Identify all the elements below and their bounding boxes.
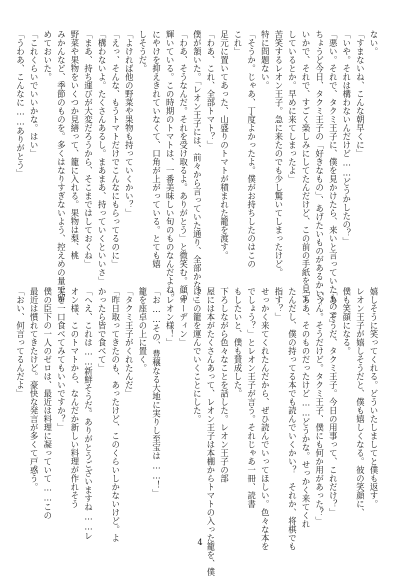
text-line: 「これくらいでいいかな。はい」 xyxy=(29,30,40,158)
text-block-bottom xyxy=(15,287,380,576)
text-line: 「まあ、持ち運びが大変だろうから、そこまではしておくね」 xyxy=(83,30,94,268)
text-line: 「すまないね、こんな朝早くに」 xyxy=(355,30,366,158)
text-line: たんだし、僕の持ってる本でも読んでいくかい？ それか、将棋でも xyxy=(287,287,298,551)
text-line: 僕が頷いた。「レオン王子には、前々から言っていた通り、全部かな？」 xyxy=(192,30,203,307)
text-line: 「おい、何言ってるんだよ」 xyxy=(15,287,26,398)
text-line: 「お……その、豊穣なる大地に実りし至宝は……！」 xyxy=(151,287,162,498)
text-line: 最近は慣れてきたけど。豪快な発言が多くて戸惑う。 xyxy=(29,287,40,491)
text-line: 「昨日取ってきたのも、あったけど、このくらいしかないけど。よ xyxy=(110,287,121,542)
text-line: みかんなど、季節のものを。多くはなりすぎないよう、控えめの量で留 xyxy=(56,30,67,302)
text-line: 特に問題ない。 xyxy=(260,30,271,90)
text-line: 「うん。そうだけど。タクミ王子、僕にも何か用があった？」 xyxy=(314,287,325,525)
text-line: いかで、それで、すごく楽しみにしてたんだけど、この前の手紙を見て xyxy=(301,30,312,302)
text-line: 僕も笑顔になる。 xyxy=(341,287,352,355)
text-line: 「構わないよ。たくさんあるし。まあまあ、持っていくといいさ」 xyxy=(97,30,108,285)
text-line: 嬉しそうに笑ってくれる。どういたしましてと僕も返す。 xyxy=(369,287,379,508)
text-line: 「うわあ、こんなに……ありがとう」 xyxy=(15,30,26,178)
text-line: 輝いている。この時期のトマトは、一番美味しい旬のものなんだよね。 xyxy=(165,30,176,302)
text-line: かったら皆で食べて」 xyxy=(97,287,108,372)
text-line: 「わあ、これ、全部トマト？」 xyxy=(205,30,216,149)
text-line: 「いや。それは構わないんだけど……どうかしたの？」 xyxy=(341,30,352,246)
text-line: 「悪い。それで、タクミ王子に、僕を見かけたら、来いと言っていたもので」 xyxy=(328,30,339,328)
text-line: オン様、このトマトから、なんだか新しい料理が作れそう xyxy=(69,287,80,508)
text-line: 「よければ他の野菜や果物も持っていくかい？」 xyxy=(124,30,135,217)
text-line: 「わあ、そうなんだ。それを受け取るよ。ありがとう」と微笑む。顔の xyxy=(178,30,189,302)
text-line: 野菜や果物をいくつか見繕って、籠に入れる。果物は梨、桃 xyxy=(69,30,80,260)
text-line: もしたいと、僕も賛成した。 xyxy=(233,287,244,398)
text-line: 下ろしながら色々なことを話した。レオン王子の部 xyxy=(219,287,230,483)
text-line: 実を一口食べてみてもいいですか？」 xyxy=(56,287,67,432)
text-line: せっかく来てくれたんだから、ぜひ読んでいってほしい。色々な本を xyxy=(260,287,271,551)
text-line: しそうだ。 xyxy=(137,30,148,73)
text-line: 僕の臣下の一人のゼロは、最近は料理に凝っていて……この xyxy=(42,287,53,520)
text-line: 籠を座卓の上に置く。 xyxy=(137,287,148,372)
text-line: レオン王子が嬉しそうだと、僕も嬉しくなる。彼の笑顔に、 xyxy=(355,287,366,517)
text-line: 足元に置いてあった、山盛りのトマトが積まれた籠を渡す。 xyxy=(219,30,230,260)
text-line: 指す？」 xyxy=(273,287,284,321)
text-line: 「そうか。じゃあ、丁度よかったよ。僕がお持ちしたのはこの xyxy=(246,30,257,268)
text-line: しているとか。早めに来てしまったよ」 xyxy=(287,30,298,183)
page-number: 4 xyxy=(197,538,203,547)
text-line: 「ああ、そのものだったけど……どうかな。せっかく来てくれ xyxy=(301,287,312,529)
text-line: 「レオン様！」 xyxy=(165,287,176,347)
text-line: 屋には本がたくさんあって、レオン王子は本棚からトマトの入った籠を、僕 xyxy=(205,287,216,576)
text-line: にやけを抑えきれていなくて、口角が上がっている。とても嬉 xyxy=(151,30,162,268)
text-line: 「あ、そうだ、タクミ王子。今日の用事って、これだけ？」 xyxy=(328,287,339,517)
text-line: 苦笑するレオン王子。急に来たのでも少し驚いてしまったけど。 xyxy=(273,30,284,277)
text-line: 「オーディン」 xyxy=(178,287,189,347)
text-line: めておいた。 xyxy=(42,30,53,81)
text-line: 「タクミ王子がくれたんだ」 xyxy=(124,287,135,398)
text-line: これ」 xyxy=(233,30,244,56)
text-line: ない。 xyxy=(369,30,379,56)
text-line: 「えっ、そんな、もうトマトだけでこんなにもらってるのに」 xyxy=(110,30,121,268)
text-line: はこの籠を運んでいくことにした。 xyxy=(192,287,203,423)
text-line: でしょう？」とレオン王子が言う。それじゃあ一冊、読書 xyxy=(246,287,257,508)
text-line: 「へえ、これは……新鮮そうだ。ありがとうございますね……レ xyxy=(83,287,94,541)
text-line: ちょうど今日、タクミ王子の「好きなもの」、あげたいものがあるかい？ xyxy=(314,30,325,307)
